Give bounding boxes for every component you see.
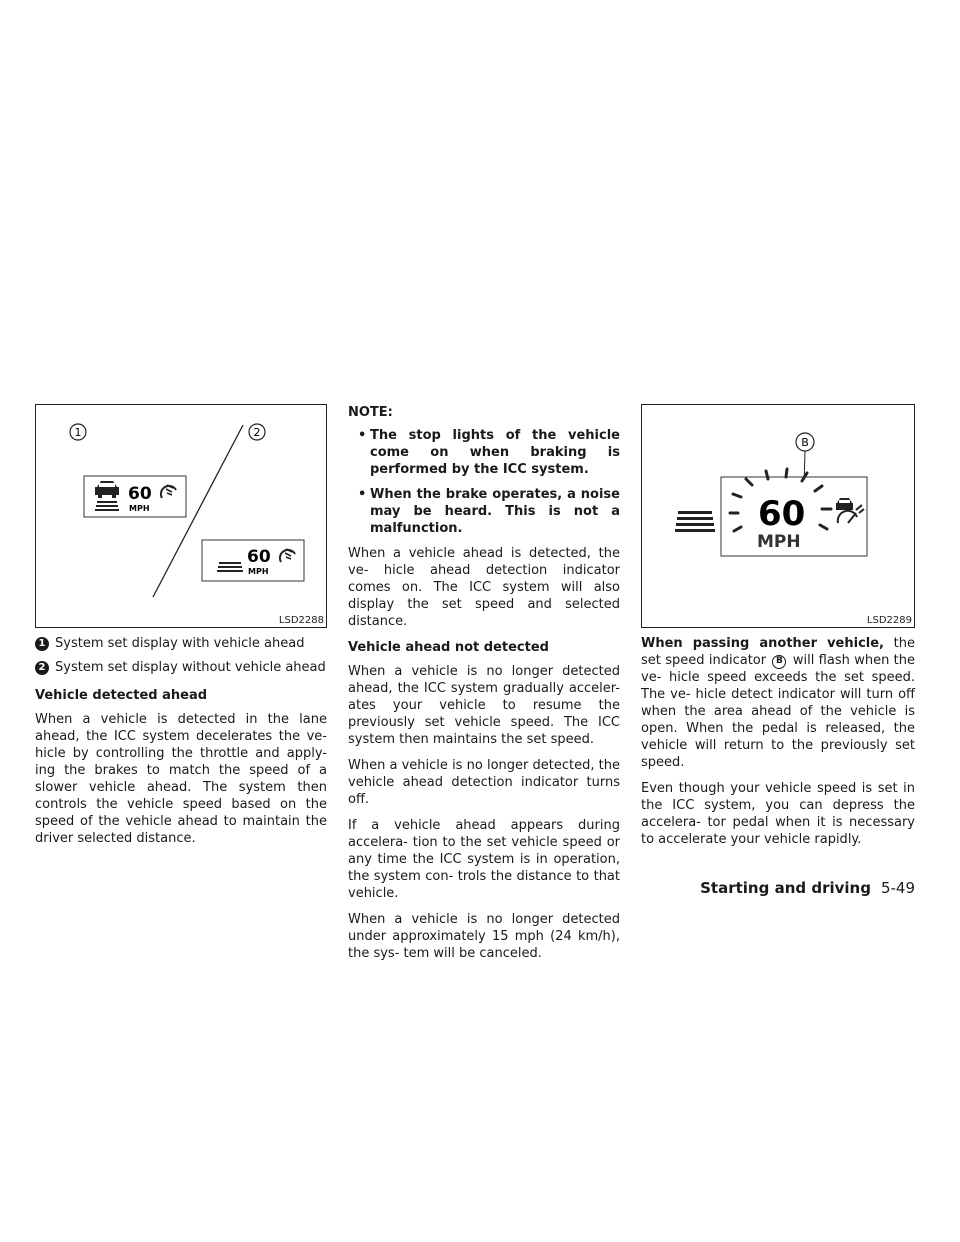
flashing-speed-value: 60 (758, 494, 806, 534)
display-without-speed: 60 (247, 547, 271, 567)
figure-code: LSD2288 (278, 615, 324, 626)
callout-2-label: 2 (253, 426, 261, 439)
page-footer (700, 879, 915, 897)
column-1 (35, 404, 327, 856)
figure-code: LSD2289 (866, 615, 912, 626)
paragraph-indicator-off: When a vehicle is no longer detected, the vehicle ahead detection indicator turns off. (348, 758, 620, 807)
legend-number: 2 (35, 661, 49, 675)
heading-vehicle-detected: Vehicle detected ahead (35, 688, 208, 703)
display-with-speed: 60 (128, 484, 152, 504)
figure-set-speed-flash (641, 404, 915, 628)
legend-text: System set display with vehicle ahead (55, 636, 305, 651)
note-bullet-text: When the brake operates, a noise may be heard. This is not a malfunction. (370, 487, 620, 536)
paragraph-accelerator: Even though your vehicle speed is set in the ICC system, you can depress the accelera- tor pedal when it is necessary to accelerate your vehicle rapidly. (641, 781, 915, 847)
distance-bars-icon (675, 511, 715, 532)
paragraph-vehicle-appears: If a vehicle ahead appears during accelera- tion to the set vehicle speed or any time the ICC system is in operation, the system con- trols the distance to that vehicle. (348, 818, 620, 901)
distance-bars-icon-2 (217, 562, 243, 572)
callout-b-label: B (801, 436, 809, 449)
paragraph-canceled: When a vehicle is no longer detected under approximately 15 mph (24 km/h), the sys- tem will be canceled. (348, 912, 620, 961)
paragraph-detected-indicator: When a vehicle ahead is detected, the ve- hicle ahead detection indicator comes on. The ICC system will also display the set speed and selected distance. (348, 546, 620, 629)
footer-section-title: Starting and driving (700, 879, 871, 897)
column-2 (348, 404, 620, 971)
distance-bars-icon-1 (95, 501, 119, 511)
note-bullet-text: The stop lights of the vehicle come on when braking is performed by the ICC system. (370, 428, 620, 477)
bold-lead: When passing another vehicle, (641, 636, 884, 651)
paragraph-passing-vehicle: When passing another vehicle, the set speed indicator B will flash when the ve- hicle speed exceeds the set speed. The ve- hicle detect indicator will turn off when the area ahead of the vehicle is open. When the pedal is released, the vehicle will return to the previously set speed. (641, 636, 916, 770)
flashing-speed-illustration (642, 405, 916, 629)
legend-text: System set display without vehicle ahead (55, 660, 326, 675)
note-bullet-1: • The stop lights of the vehicle come on when braking is performed by the ICC system. (358, 428, 620, 477)
footer-page-number: 5-49 (880, 879, 915, 897)
display-with-unit: MPH (129, 504, 150, 513)
legend-number: 1 (35, 637, 49, 651)
flashing-speed-unit: MPH (757, 532, 801, 552)
column-3 (641, 404, 915, 857)
display-without-unit: MPH (248, 567, 269, 576)
icc-display-illustration (36, 405, 328, 629)
paragraph-vehicle-detected: When a vehicle is detected in the lane ahead, the ICC system decelerates the ve- hicle by controlling the throttle and apply- ing the brakes to match the speed of a slower vehicle ahead. The system then controls the vehicle speed based on the speed of the vehicle ahead to maintain the driver selected distance. (35, 712, 327, 846)
note-title: NOTE: (348, 405, 393, 420)
note-bullet-2: • When the brake operates, a noise may be heard. This is not a malfunction. (358, 487, 620, 536)
legend-item-2 (35, 659, 327, 676)
inline-callout-b: B (772, 655, 786, 669)
legend-item-1 (35, 635, 327, 652)
heading-vehicle-not-detected: Vehicle ahead not detected (348, 640, 549, 655)
paragraph-not-detected: When a vehicle is no longer detected ahead, the ICC system gradually acceler- ates your vehicle to resume the previously set vehicle speed. The ICC system then maintains the set speed. (348, 664, 620, 747)
callout-1-label: 1 (74, 426, 82, 439)
figure-icc-displays (35, 404, 327, 628)
